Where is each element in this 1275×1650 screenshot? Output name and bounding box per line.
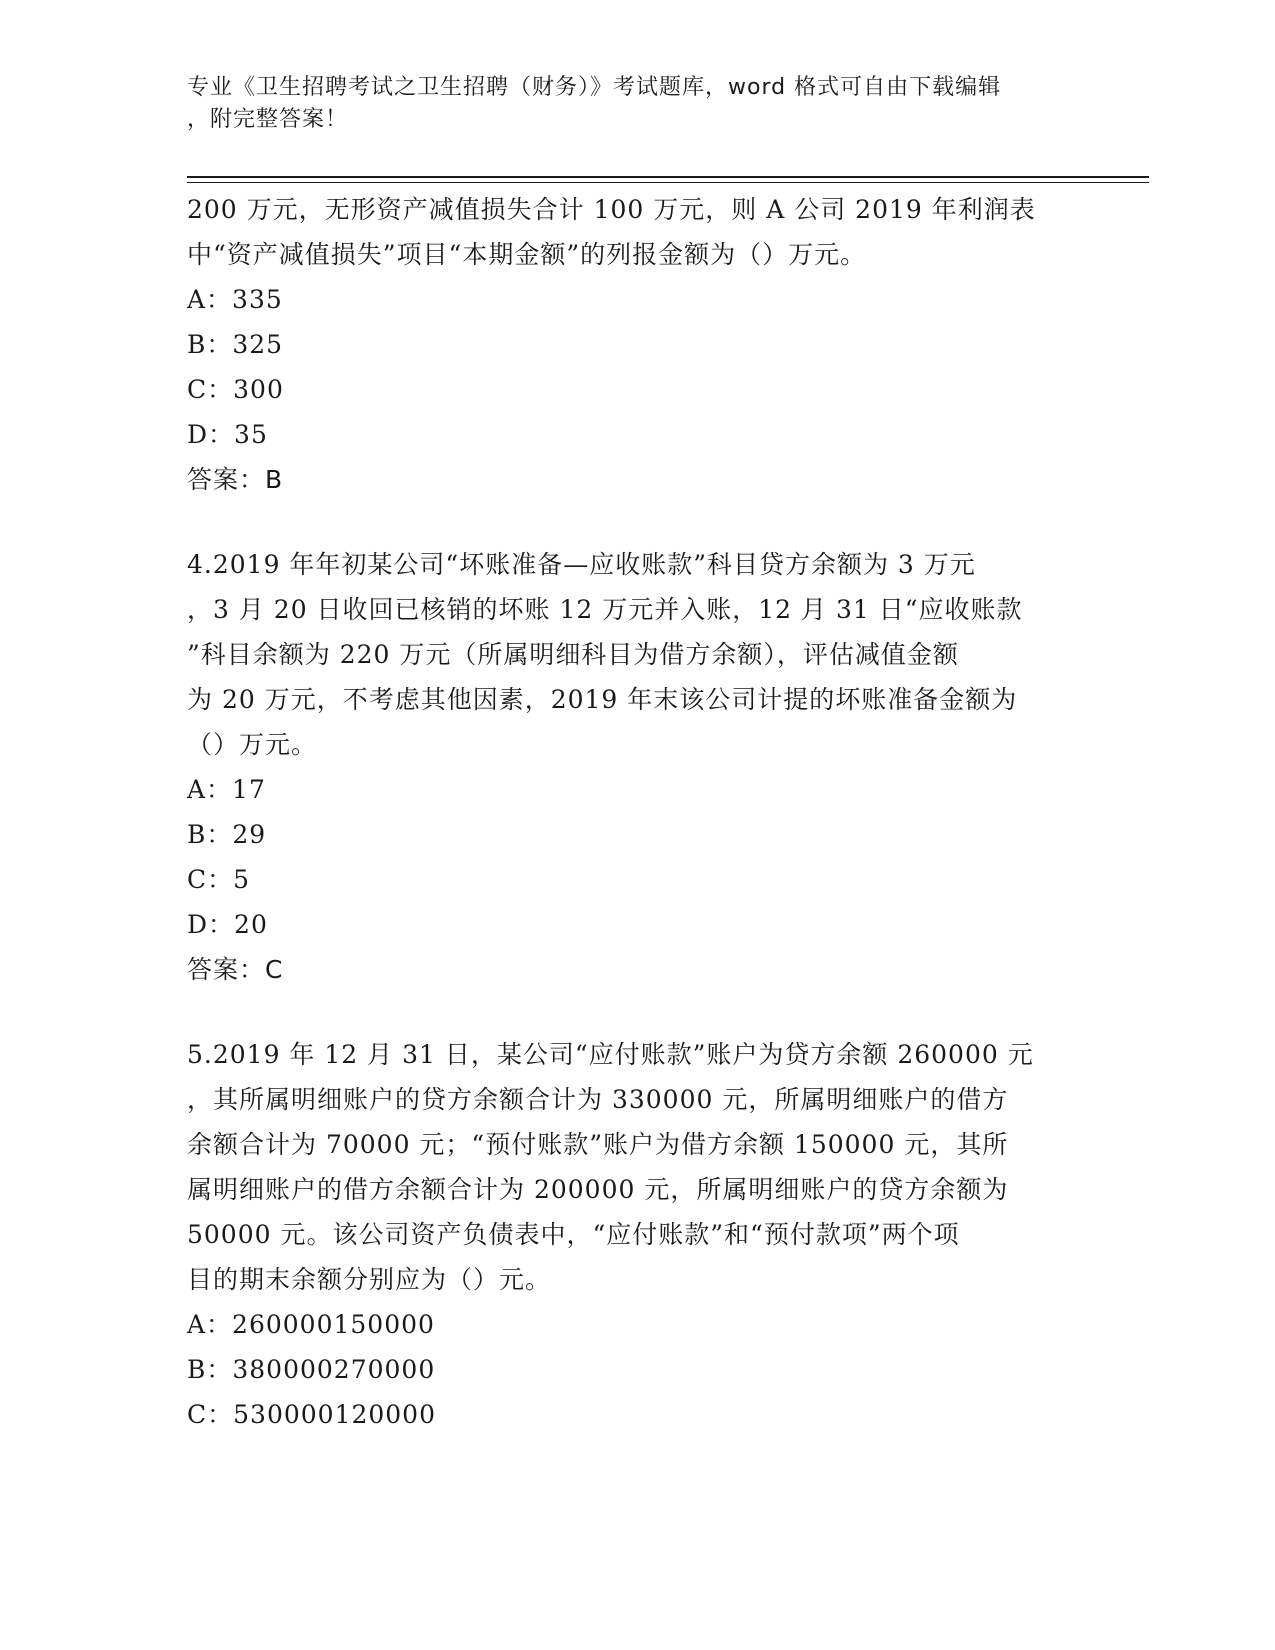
option-c: C：5 xyxy=(187,865,251,894)
question-text-line: 为 20 万元，不考虑其他因素，2019 年末该公司计提的坏账准备金额为 xyxy=(187,685,1018,714)
question-text-line: （）万元。 xyxy=(187,730,318,759)
question-text-line: 中“资产减值损失”项目“本期金额”的列报金额为（）万元。 xyxy=(187,240,867,269)
document-body xyxy=(187,187,1077,1437)
header-divider-thick xyxy=(187,176,1149,178)
question-text-line: 4.2019 年年初某公司“坏账准备—应收账款”科目贷方余额为 3 万元 xyxy=(187,550,976,579)
question-text-line: 属明细账户的借方余额合计为 200000 元，所属明细账户的贷方余额为 xyxy=(187,1175,1009,1204)
question-text-line: 余额合计为 70000 元；“预付账款”账户为借方余额 150000 元，其所 xyxy=(187,1130,1009,1159)
question-3 xyxy=(187,187,1077,502)
question-text-line: 目的期末余额分别应为（）元。 xyxy=(187,1265,552,1294)
header-divider-thin xyxy=(187,182,1149,183)
option-b: B：29 xyxy=(187,820,267,849)
option-a: A：335 xyxy=(187,285,283,314)
option-d: D：35 xyxy=(187,420,268,449)
option-b: B：380000270000 xyxy=(187,1355,436,1384)
question-text-line: ，3 月 20 日收回已核销的坏账 12 万元并入账，12 月 31 日“应收账款 xyxy=(187,595,1023,624)
option-a: A：17 xyxy=(187,775,266,804)
option-a: A：260000150000 xyxy=(187,1310,435,1339)
question-4 xyxy=(187,542,1077,992)
option-b: B：325 xyxy=(187,330,284,359)
question-text-line: ”科目余额为 220 万元（所属明细科目为借方余额），评估减值金额 xyxy=(187,640,959,669)
answer-label: 答案：C xyxy=(187,955,284,984)
question-text-line: ，其所属明细账户的贷方余额合计为 330000 元，所属明细账户的借方 xyxy=(187,1085,1009,1114)
option-d: D：20 xyxy=(187,910,268,939)
question-5 xyxy=(187,1032,1077,1437)
header-line-2: ，附完整答案！ xyxy=(187,107,349,132)
page-header xyxy=(187,72,1067,136)
question-text-line: 5.2019 年 12 月 31 日，某公司“应付账款”账户为贷方余额 260000 元 xyxy=(187,1040,1034,1069)
option-c: C：300 xyxy=(187,375,284,404)
question-text-line: 200 万元，无形资产减值损失合计 100 万元，则 A 公司 2019 年利润表 xyxy=(187,195,1036,224)
question-spacer xyxy=(187,502,1077,542)
question-spacer xyxy=(187,992,1077,1032)
answer-label: 答案：B xyxy=(187,465,284,494)
question-text-line: 50000 元。该公司资产负债表中，“应付账款”和“预付款项”两个项 xyxy=(187,1220,960,1249)
option-c: C：530000120000 xyxy=(187,1400,436,1429)
header-line-1: 专业《卫生招聘考试之卫生招聘（财务）》考试题库，word 格式可自由下载编辑 xyxy=(187,75,1002,100)
